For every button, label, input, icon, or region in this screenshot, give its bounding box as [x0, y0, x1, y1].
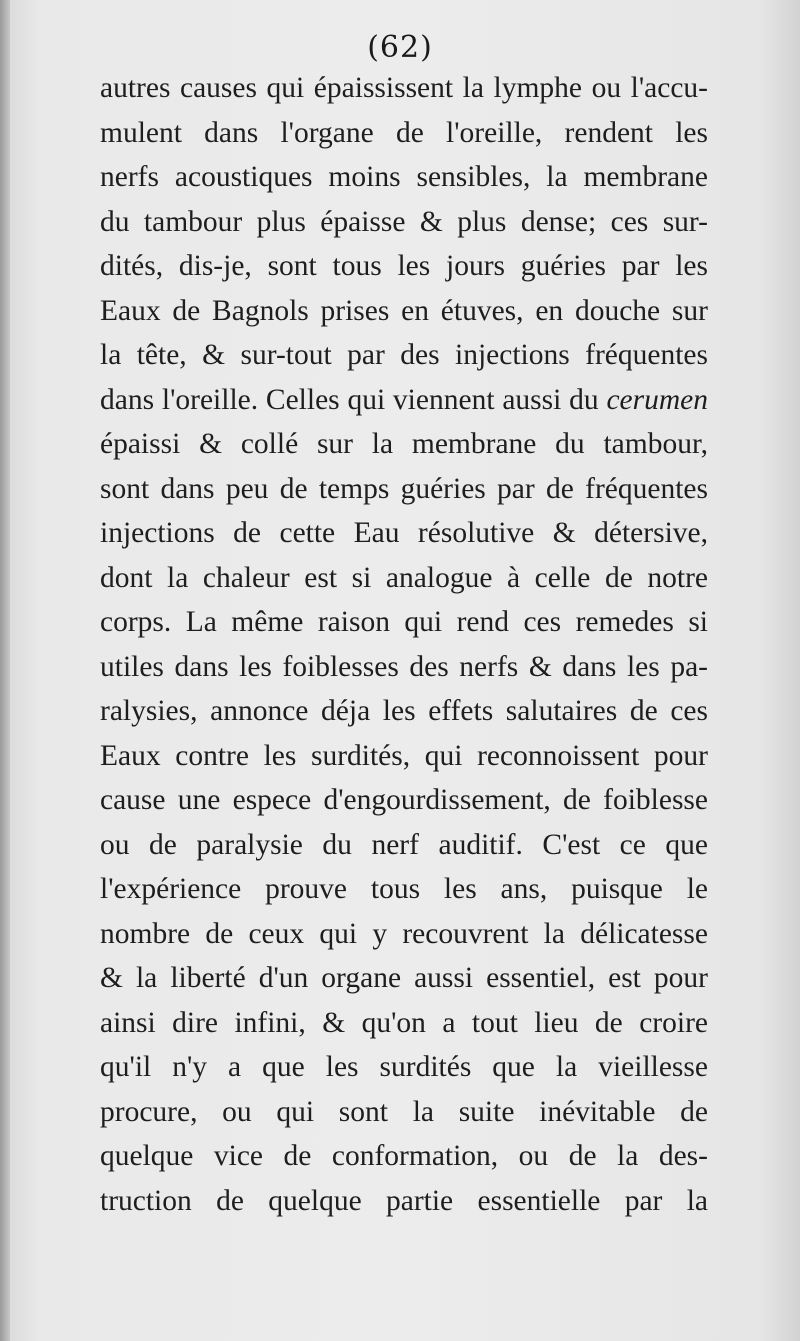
page-binding-edge	[0, 0, 10, 1341]
text-line: dités, dis-je, sont tous les jours guéries par les	[100, 250, 708, 282]
text-line: sont dans peu de temps guéries par de fréquentes	[100, 472, 708, 505]
text-line: injections de cette Eau résolutive & détersive,	[100, 517, 708, 549]
text-line: l'expérience prouve tous les ans, puisque le	[100, 873, 708, 905]
text-line: ralysies, annonce déja les effets salutaires de ces	[100, 695, 708, 727]
text-line-with-italic	[100, 378, 708, 423]
text-line: dont la chaleur est si analogue à celle de notre	[100, 561, 708, 594]
italic-term: cerumen	[606, 383, 709, 416]
text-line: Eaux contre les surdités, qui reconnoissent pour	[100, 739, 708, 772]
text-line: corps. La même raison qui rend ces remedes si	[100, 606, 708, 638]
text-line: autres causes qui épaississent la lymphe ou l'accu-	[100, 72, 708, 104]
text-line: épaissi & collé sur la membrane du tambour,	[100, 428, 708, 460]
text-line: ainsi dire infini, & qu'on a tout lieu de croire	[100, 1006, 708, 1039]
text-line: & la liberté d'un organe aussi essentiel, est pour	[100, 962, 708, 994]
text-line: procure, ou qui sont la suite inévitable de	[100, 1095, 708, 1128]
text-line: quelque vice de conformation, ou de la des-	[100, 1140, 708, 1172]
page-number: (62)	[367, 30, 433, 65]
text-line: du tambour plus épaisse & plus dense; ces sur-	[100, 205, 708, 238]
text-line: nombre de ceux qui y recouvrent la délicatesse	[100, 917, 708, 950]
text-line: truction de quelque partie essentielle par la	[100, 1184, 708, 1217]
text-line: Eaux de Bagnols prises en étuves, en douche sur	[100, 294, 708, 327]
body-text	[100, 66, 708, 1223]
text-line: cause une espece d'engourdissement, de foiblesse	[100, 784, 708, 816]
text-line: qu'il n'y a que les surdités que la vieillesse	[100, 1051, 708, 1083]
text-line: la tête, & sur-tout par des injections fréquentes	[100, 339, 708, 371]
text-line: utiles dans les foiblesses des nerfs & dans les pa-	[100, 650, 708, 683]
text-line: nerfs acoustiques moins sensibles, la membrane	[100, 161, 708, 193]
text-line-start: dans l'oreille. Celles qui viennent aussi du	[100, 383, 599, 416]
text-line: mulent dans l'organe de l'oreille, rendent les	[100, 116, 708, 149]
text-line: ou de paralysie du nerf auditif. C'est ce que	[100, 828, 708, 861]
